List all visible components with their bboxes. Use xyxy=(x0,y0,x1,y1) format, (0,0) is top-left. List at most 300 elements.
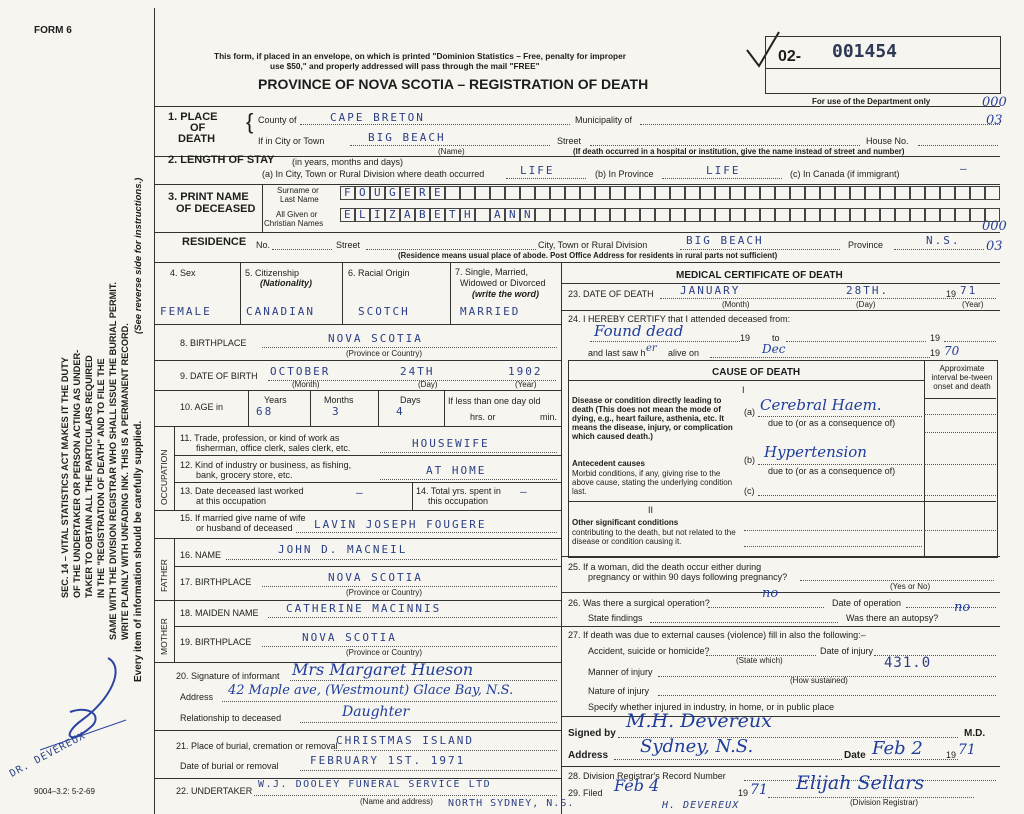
stamp-name: DR. DEVEREUX xyxy=(8,730,88,780)
surname-letter-cell[interactable] xyxy=(880,186,895,200)
given-letter-cell[interactable] xyxy=(865,208,880,222)
side-notice-6: WRITE PLAINLY WITH UNFADING INK. THIS IS A PERMANENT RECORD. xyxy=(120,323,130,640)
pregnancy-label-1: 25. If a woman, did the death occur either during xyxy=(568,562,762,572)
roman-two: II xyxy=(648,505,654,515)
given-letter-cell[interactable] xyxy=(805,208,820,222)
age-days-value[interactable]: 4 xyxy=(396,405,405,418)
header-notice-2: use $50," and properly addressed will pass through the mail "FREE" xyxy=(270,61,540,71)
injury-date-label: Date of injury xyxy=(820,646,874,656)
given-letter: A xyxy=(404,208,411,221)
stay-b-value[interactable]: LIFE xyxy=(706,164,741,177)
given-letter-cell[interactable] xyxy=(490,208,505,222)
given-letter-cell[interactable] xyxy=(355,208,370,222)
place-label-3: DEATH xyxy=(178,133,216,145)
county-label: County of xyxy=(258,115,297,125)
surname-letter-cell[interactable] xyxy=(655,186,670,200)
surname-letter-cell[interactable] xyxy=(460,186,475,200)
surname-letter-cell[interactable] xyxy=(535,186,550,200)
surname-letter-cell[interactable] xyxy=(685,186,700,200)
pregnancy-label-2: pregnancy or within 90 days following pregnancy? xyxy=(588,572,788,582)
given-letter-cell[interactable] xyxy=(640,208,655,222)
surname-letter-cell[interactable] xyxy=(925,186,940,200)
surname-letter-cell[interactable] xyxy=(745,186,760,200)
surname-letter: G xyxy=(389,186,396,199)
given-letter-cell[interactable] xyxy=(550,208,565,222)
trade-label-1: 11. Trade, profession, or kind of work as xyxy=(180,433,340,443)
given-letter: E xyxy=(344,208,351,221)
cause-heading: CAUSE OF DEATH xyxy=(712,367,801,378)
given-letter-cell[interactable] xyxy=(340,208,355,222)
surname-letter-cell[interactable] xyxy=(595,186,610,200)
reg-prefix: 02- xyxy=(778,48,802,65)
surname-letter: R xyxy=(419,186,426,199)
yes-no-label: (Yes or No) xyxy=(890,582,931,591)
surname-letter-cell[interactable] xyxy=(895,186,910,200)
autopsy-value[interactable]: no xyxy=(954,600,971,615)
municipality-label: Municipality of xyxy=(575,115,633,125)
mother-name-value[interactable]: CATHERINE MACINNIS xyxy=(286,602,442,615)
surname-letter-cell[interactable] xyxy=(430,186,445,200)
surname-letter-cell[interactable] xyxy=(730,186,745,200)
dod-day-label: (Day) xyxy=(856,300,876,309)
side-notice-3: TAKER TO OBTAIN ALL THE PARTICULARS REQUIRED xyxy=(84,355,94,598)
given-letter-cell[interactable] xyxy=(880,208,895,222)
given-letter-cell[interactable] xyxy=(895,208,910,222)
surname-letter-cell[interactable] xyxy=(865,186,880,200)
antecedent-label: Antecedent causes xyxy=(572,459,645,468)
marital-label-1: 7. Single, Married, xyxy=(455,267,529,277)
surname-letter-cell[interactable] xyxy=(520,186,535,200)
antecedent-desc: Morbid conditions, if any, giving rise to the above cause, stating the underlying condition last. xyxy=(572,469,733,496)
interval-heading: Approximate interval be-tween onset and death xyxy=(931,364,993,391)
surname-letter-cell[interactable] xyxy=(805,186,820,200)
residence-province-value[interactable]: N.S. xyxy=(926,234,961,247)
residence-label: RESIDENCE xyxy=(182,236,247,248)
given-letter-cell[interactable] xyxy=(835,208,850,222)
given-letter-cell[interactable] xyxy=(670,208,685,222)
surname-letter-cell[interactable] xyxy=(850,186,865,200)
given-letter-cell[interactable] xyxy=(565,208,580,222)
margin-code-3: 000 xyxy=(982,219,1007,234)
form-number: FORM 6 xyxy=(34,25,72,36)
stay-c-label: (c) In Canada (if immigrant) xyxy=(790,169,900,179)
surname-letter-cell[interactable] xyxy=(565,186,580,200)
given-letter-cell[interactable] xyxy=(595,208,610,222)
given-letter-cell[interactable] xyxy=(655,208,670,222)
header-notice-1: This form, if placed in an envelope, on which is printed "Dominion Statistics – Free, penalty for improper xyxy=(214,51,626,61)
given-letter: L xyxy=(359,208,366,221)
stay-a-value[interactable]: LIFE xyxy=(520,164,555,177)
medical-heading: MEDICAL CERTIFICATE OF DEATH xyxy=(676,270,843,281)
surname-label-1: Surname or xyxy=(277,186,319,195)
side-notice-4: IN THE "REGISTRATION OF DEATH" AND TO FILE THE xyxy=(96,358,106,598)
manner-label: Manner of injury xyxy=(588,667,653,677)
filed-label: 29. Filed xyxy=(568,788,603,798)
surname-letter-cell[interactable] xyxy=(610,186,625,200)
informant-address-value[interactable]: 42 Maple ave, (Westmount) Glace Bay, N.S. xyxy=(228,683,514,698)
margin-code-4: 03 xyxy=(986,239,1003,254)
given-letter: A xyxy=(494,208,501,221)
industry-value[interactable]: AT HOME xyxy=(426,464,487,477)
burial-date-value[interactable]: FEBRUARY 1ST. 1971 xyxy=(310,754,466,767)
father-name-value[interactable]: JOHN D. MACNEIL xyxy=(278,543,408,556)
surname-letter-cell[interactable] xyxy=(955,186,970,200)
total-years-value[interactable]: — xyxy=(520,485,529,498)
cause-c-label: (c) xyxy=(744,486,755,496)
given-letter-cell[interactable] xyxy=(745,208,760,222)
burial-date-label: Date of burial or removal xyxy=(180,761,279,771)
sign-date-19: 19 xyxy=(946,750,957,760)
father-birthplace-sublabel: (Province or Country) xyxy=(346,588,423,597)
footer-code: 9004–3.2: 5-2-69 xyxy=(34,787,95,796)
mother-birthplace-label: 19. BIRTHPLACE xyxy=(180,637,252,647)
dob-year[interactable]: 1902 xyxy=(508,365,543,378)
age-months-label: Months xyxy=(324,395,354,405)
how-sustained-label: (How sustained) xyxy=(790,676,848,685)
marital-label-3: (write the word) xyxy=(472,289,539,299)
given-letter-cell[interactable] xyxy=(775,208,790,222)
given-letter-cell[interactable] xyxy=(820,208,835,222)
form-title: PROVINCE OF NOVA SCOTIA – REGISTRATION OF DEATH xyxy=(258,76,649,92)
surname-letter-cell[interactable] xyxy=(985,186,1000,200)
registrar-stamp: H. DEVEREUX xyxy=(662,800,740,811)
birthplace-label: 8. BIRTHPLACE xyxy=(180,338,247,348)
surname-letter-cell[interactable] xyxy=(445,186,460,200)
surname-label-2: Last Name xyxy=(280,195,319,204)
given-letter-cell[interactable] xyxy=(910,208,925,222)
industry-label-1: 12. Kind of industry or business, as fishing, xyxy=(180,460,352,470)
surname-letter: E xyxy=(404,186,411,199)
total-years-label-2: this occupation xyxy=(428,496,489,506)
surgery-date-label: Date of operation xyxy=(832,598,902,608)
birthplace-value[interactable]: NOVA SCOTIA xyxy=(328,332,423,345)
given-letter-cell[interactable] xyxy=(580,208,595,222)
spouse-label-2: or husband of deceased xyxy=(196,523,293,533)
given-letter-cell[interactable] xyxy=(730,208,745,222)
given-letter-cell[interactable] xyxy=(925,208,940,222)
birthplace-sublabel: (Province or Country) xyxy=(346,349,423,358)
surname-letter: E xyxy=(434,186,441,199)
father-birthplace-label: 17. BIRTHPLACE xyxy=(180,577,252,587)
surname-letter-cell[interactable] xyxy=(775,186,790,200)
residence-street-label: Street xyxy=(336,240,361,250)
spouse-value[interactable]: LAVIN JOSEPH FOUGERE xyxy=(314,518,487,531)
citizenship-sublabel: (Nationality) xyxy=(260,278,313,288)
residence-city-label: City, Town or Rural Division xyxy=(538,240,648,250)
age-days-label: Days xyxy=(400,395,421,405)
nature-label: Nature of injury xyxy=(588,686,650,696)
side-every-item: Every item of information should be carefully supplied. xyxy=(133,420,144,682)
given-letter: I xyxy=(374,208,381,221)
surname-letter: O xyxy=(359,186,366,199)
filed-year[interactable]: 71 xyxy=(750,782,768,798)
given-letter-cell[interactable] xyxy=(385,208,400,222)
surname-letter-cell[interactable] xyxy=(640,186,655,200)
last-worked-label-2: at this occupation xyxy=(196,496,267,506)
certify-to-label: to xyxy=(772,333,780,343)
name-label-2: OF DECEASED xyxy=(176,203,256,215)
given-letter-cell[interactable] xyxy=(460,208,475,222)
mother-birthplace-sublabel: (Province or Country) xyxy=(346,648,423,657)
mother-birthplace-value[interactable]: NOVA SCOTIA xyxy=(302,631,397,644)
surname-letter-cell[interactable] xyxy=(790,186,805,200)
autopsy-label: Was there an autopsy? xyxy=(846,613,939,623)
surname-letter-cell[interactable] xyxy=(670,186,685,200)
residence-city-value[interactable]: BIG BEACH xyxy=(686,234,764,247)
relationship-label: Relationship to deceased xyxy=(180,713,282,723)
sign-date-value[interactable]: Feb 2 xyxy=(872,738,923,759)
other-label: Other significant conditions xyxy=(572,518,679,527)
informant-label: 20. Signature of informant xyxy=(176,671,280,681)
given-letter-cell[interactable] xyxy=(940,208,955,222)
surname-letter-cell[interactable] xyxy=(715,186,730,200)
dod-label: 23. DATE OF DEATH xyxy=(568,289,654,299)
filed-value[interactable]: Feb 4 xyxy=(614,776,660,795)
cause-a-label: (a) xyxy=(744,407,755,417)
surname-letter-cell[interactable] xyxy=(415,186,430,200)
father-birthplace-value[interactable]: NOVA SCOTIA xyxy=(328,571,423,584)
given-letter-cell[interactable] xyxy=(625,208,640,222)
father-vertical-label: FATHER xyxy=(159,559,169,592)
given-letter-cell[interactable] xyxy=(715,208,730,222)
margin-code-1: 000 xyxy=(982,95,1007,110)
trade-value[interactable]: HOUSEWIFE xyxy=(412,437,490,450)
surname-letter-cell[interactable] xyxy=(475,186,490,200)
cause-a-value[interactable]: Cerebral Haem. xyxy=(760,396,882,414)
house-label: House No. xyxy=(866,136,909,146)
margin-code-2: 03 xyxy=(986,113,1003,128)
given-letter: Z xyxy=(389,208,396,221)
surname-letter-cell[interactable] xyxy=(820,186,835,200)
informant-signature[interactable]: Mrs Margaret Hueson xyxy=(292,660,474,679)
dod-year[interactable]: 71 xyxy=(960,284,978,297)
certify-label: 24. I HEREBY CERTIFY that I attended deceased from: xyxy=(568,314,791,324)
given-letter-cell[interactable] xyxy=(685,208,700,222)
age-years-label: Years xyxy=(264,395,287,405)
dod-month[interactable]: JANUARY xyxy=(680,284,741,297)
age-months-value[interactable]: 3 xyxy=(332,405,341,418)
given-letter: B xyxy=(419,208,426,221)
reg-number: 001454 xyxy=(832,41,898,62)
surname-letter-cell[interactable] xyxy=(505,186,520,200)
last-worked-value[interactable]: — xyxy=(356,486,365,499)
burial-label: 21. Place of burial, cremation or removal xyxy=(176,741,338,751)
given-label-1: All Given or xyxy=(276,210,318,219)
physician-signature[interactable]: M.H. Devereux xyxy=(626,710,772,732)
given-letter-cell[interactable] xyxy=(370,208,385,222)
mother-vertical-label: MOTHER xyxy=(159,618,169,655)
certify-19: 19 xyxy=(740,333,751,343)
racial-label: 6. Racial Origin xyxy=(348,268,410,278)
marital-value[interactable]: MARRIED xyxy=(460,305,521,318)
surname-letter-cell[interactable] xyxy=(910,186,925,200)
undertaker-city[interactable]: NORTH SYDNEY, N.S. xyxy=(448,798,575,809)
stay-b-label: (b) In Province xyxy=(595,169,654,179)
residence-province-label: Province xyxy=(848,240,884,250)
stay-a-label: (a) In City, Town or Rural Division where death occurred xyxy=(262,169,485,179)
residence-no-label: No. xyxy=(256,240,271,250)
sex-value[interactable]: FEMALE xyxy=(160,305,212,318)
given-letter-cell[interactable] xyxy=(400,208,415,222)
county-value[interactable]: CAPE BRETON xyxy=(330,111,425,124)
given-letter-cell[interactable] xyxy=(415,208,430,222)
undertaker-sublabel: (Name and address) xyxy=(360,797,433,806)
given-letter-cell[interactable] xyxy=(790,208,805,222)
accident-label: Accident, suicide or homicide? xyxy=(588,646,710,656)
last-saw-label: and last saw h xyxy=(588,348,646,358)
given-letter-cell[interactable] xyxy=(985,208,1000,222)
surname-letter: F xyxy=(344,186,351,199)
given-label-2: Christian Names xyxy=(264,219,324,228)
last-saw-value[interactable]: Dec xyxy=(762,342,786,356)
name-sublabel: (Name) xyxy=(438,147,465,156)
alive-on-label: alive on xyxy=(668,348,700,358)
cause-b-label: (b) xyxy=(744,455,755,465)
md-label: M.D. xyxy=(964,728,986,739)
registrar-label: (Division Registrar) xyxy=(850,798,919,807)
filed-19: 19 xyxy=(738,788,749,798)
informant-address-label: Address xyxy=(180,692,214,702)
given-letter-cell[interactable] xyxy=(505,208,520,222)
physician-address-label: Address xyxy=(568,750,609,761)
name-label-1: 3. PRINT NAME xyxy=(168,191,249,203)
sex-label: 4. Sex xyxy=(170,268,196,278)
surname-letter-cell[interactable] xyxy=(625,186,640,200)
place-label-2: OF xyxy=(190,122,206,134)
given-letter-cell[interactable] xyxy=(445,208,460,222)
stay-label-2: (in years, months and days) xyxy=(292,157,404,167)
dob-day[interactable]: 24TH xyxy=(400,365,435,378)
less-than-day-label: If less than one day old xyxy=(448,396,541,406)
dept-use-label: For use of the Department only xyxy=(812,97,931,106)
last-saw-year[interactable]: 70 xyxy=(944,344,960,358)
surname-letter-cell[interactable] xyxy=(385,186,400,200)
surname-letter-cell[interactable] xyxy=(370,186,385,200)
hrs-label: hrs. or xyxy=(470,412,496,422)
state-which-label: (State which) xyxy=(736,656,783,665)
surname-letter-cell[interactable] xyxy=(340,186,355,200)
surgery-label: 26. Was there a surgical operation? xyxy=(568,598,710,608)
occupation-vertical-label: OCCUPATION xyxy=(159,449,169,505)
mother-name-label: 18. MAIDEN NAME xyxy=(180,608,259,618)
last-saw-19: 19 xyxy=(930,348,941,358)
registrar-signature[interactable]: Elijah Sellars xyxy=(796,772,925,794)
stay-c-value[interactable]: — xyxy=(960,162,969,175)
given-letter-cell[interactable] xyxy=(475,208,490,222)
given-letter-cell[interactable] xyxy=(610,208,625,222)
given-letter-cell[interactable] xyxy=(970,208,985,222)
dod-year-label: (Year) xyxy=(962,300,984,309)
given-letter-cell[interactable] xyxy=(850,208,865,222)
industry-label-2: bank, grocery store, etc. xyxy=(196,470,293,480)
residence-note: (Residence means usual place of abode. Post Office Address for residents in rural parts not sufficient) xyxy=(398,251,778,260)
given-letter: H xyxy=(464,208,471,221)
place-label-1: 1. PLACE xyxy=(168,111,218,123)
undertaker-value[interactable]: W.J. DOOLEY FUNERAL SERVICE LTD xyxy=(258,779,492,790)
undertaker-label: 22. UNDERTAKER xyxy=(176,786,253,796)
given-letter: N xyxy=(509,208,516,221)
age-label: 10. AGE in xyxy=(180,402,224,412)
last-saw-gender[interactable]: er xyxy=(646,343,657,354)
disease-label: Disease or condition directly leading to death (This does not mean the mode of dying, e.g., heart failure, asthenia, etc. It means the disease, injury, or complication which caused death.) xyxy=(572,396,733,441)
dod-day[interactable]: 28TH. xyxy=(846,284,890,297)
specify-label: Specify whether injured in industry, in home, or in public place xyxy=(588,702,834,712)
dob-day-label: (Day) xyxy=(418,380,438,389)
given-letter-cell[interactable] xyxy=(760,208,775,222)
marital-label-2: Widowed or Divorced xyxy=(460,278,546,288)
surname-letter-cell[interactable] xyxy=(490,186,505,200)
record-number-label: 28. Division Registrar's Record Number xyxy=(568,771,726,781)
surgery-value[interactable]: no xyxy=(762,586,779,601)
given-letter-cell[interactable] xyxy=(700,208,715,222)
state-findings-label: State findings xyxy=(588,613,643,623)
burial-value[interactable]: CHRISTMAS ISLAND xyxy=(336,734,474,747)
dod-month-label: (Month) xyxy=(722,300,750,309)
cause-b-value[interactable]: Hypertension xyxy=(764,443,867,461)
due-to-b: due to (or as a consequence of) xyxy=(768,466,896,476)
side-notice-2: OF THE UNDERTAKER OR PERSON ACTING AS UNDER- xyxy=(72,349,82,598)
icd-code[interactable]: 431.0 xyxy=(884,655,932,671)
sign-date-year[interactable]: 71 xyxy=(958,742,976,758)
surname-letter-cell[interactable] xyxy=(760,186,775,200)
dob-label: 9. DATE OF BIRTH xyxy=(180,371,258,381)
roman-one: I xyxy=(742,385,745,395)
given-letter-cell[interactable] xyxy=(520,208,535,222)
side-notice-1: SEC. 14 – VITAL STATISTICS ACT MAKES IT THE DUTY xyxy=(60,357,70,598)
given-letter: N xyxy=(524,208,531,221)
side-reverse-note: (See reverse side for instructions.) xyxy=(133,177,144,334)
surname-letter-cell[interactable] xyxy=(940,186,955,200)
racial-value[interactable]: SCOTCH xyxy=(358,305,410,318)
signed-by-label: Signed by xyxy=(568,728,616,739)
given-letter: T xyxy=(449,208,456,221)
spouse-label-1: 15. If married give name of wife xyxy=(180,513,306,523)
surname-letter-cell[interactable] xyxy=(550,186,565,200)
street-label: Street xyxy=(557,136,582,146)
dob-year-label: (Year) xyxy=(515,380,537,389)
other-desc: contributing to the death, but not related to the disease or condition causing it. xyxy=(572,528,736,546)
city-label: If in City or Town xyxy=(258,136,325,146)
given-letter-cell[interactable] xyxy=(955,208,970,222)
surname-letter-cell[interactable] xyxy=(835,186,850,200)
trade-label-2: fisherman, office clerk, sales clerk, etc. xyxy=(196,443,351,453)
certify-19b: 19 xyxy=(930,333,941,343)
dob-month[interactable]: OCTOBER xyxy=(270,365,331,378)
surname-letter-cell[interactable] xyxy=(700,186,715,200)
min-label: min. xyxy=(540,412,558,422)
age-years-value[interactable]: 68 xyxy=(256,405,274,418)
citizenship-label: 5. Citizenship xyxy=(245,268,300,278)
city-value[interactable]: BIG BEACH xyxy=(368,131,446,144)
certify-value[interactable]: Found dead xyxy=(594,322,684,340)
relationship-value[interactable]: Daughter xyxy=(342,704,410,720)
given-letter-cell[interactable] xyxy=(430,208,445,222)
due-to-a: due to (or as a consequence of) xyxy=(768,418,896,428)
surname-letter-cell[interactable] xyxy=(400,186,415,200)
given-letter-cell[interactable] xyxy=(535,208,550,222)
physician-address-value[interactable]: Sydney, N.S. xyxy=(640,736,754,757)
side-notice-5: SAME WITH THE DIVISION REGISTRAR WHO SHALL ISSUE THE BURIAL PERMIT. xyxy=(108,282,118,640)
dob-month-label: (Month) xyxy=(292,380,320,389)
dod-year-prefix: 19 xyxy=(946,289,957,299)
father-name-label: 16. NAME xyxy=(180,550,222,560)
surname-letter: U xyxy=(374,186,381,199)
surname-letter-cell[interactable] xyxy=(970,186,985,200)
external-label: 27. If death was due to external causes (violence) fill in also the following:– xyxy=(568,630,866,640)
surname-letter-cell[interactable] xyxy=(355,186,370,200)
citizenship-value[interactable]: CANADIAN xyxy=(246,305,315,318)
surname-letter-cell[interactable] xyxy=(580,186,595,200)
